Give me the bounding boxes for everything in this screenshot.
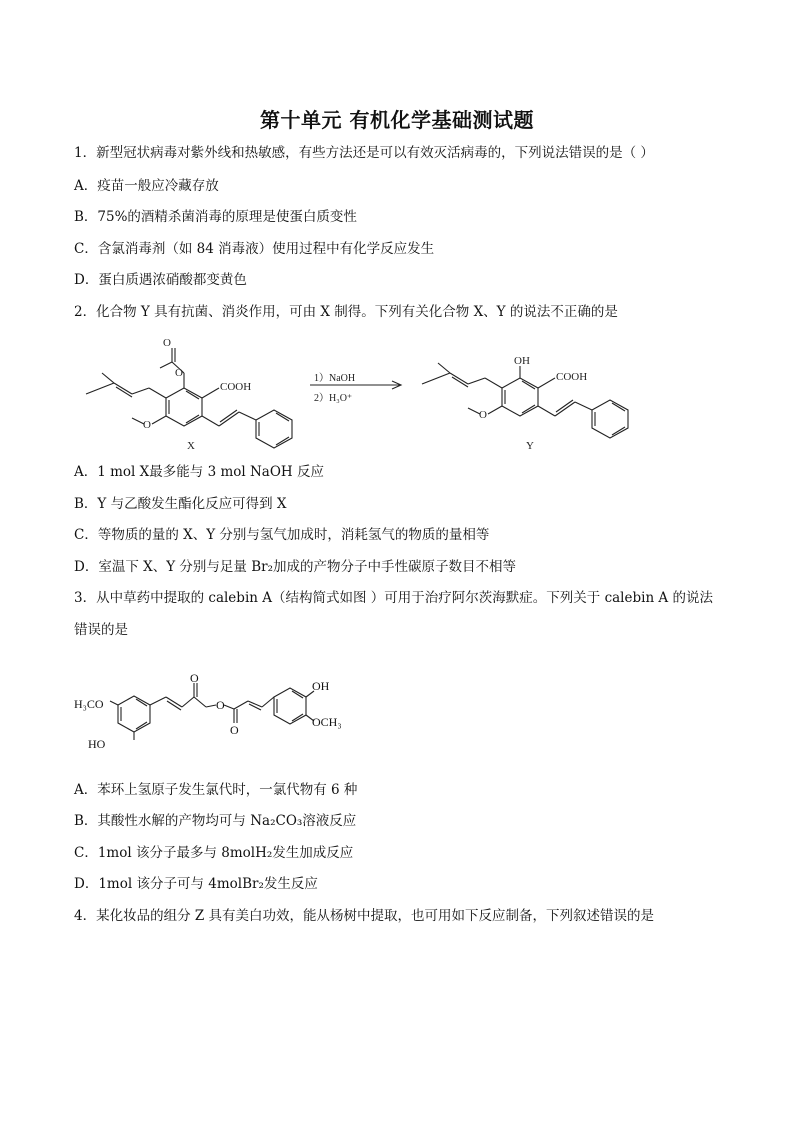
question-3-option-c: C．1mol 该分子最多与 8molH₂发生加成反应 [74, 845, 354, 861]
question-2-stem: 2．化合物 Y 具有抗菌、消炎作用，可由 X 制得。下列有关化合物 X、Y 的说法不正确的是 [74, 304, 618, 320]
reagent-step-2: 2）H₃O⁺ [314, 393, 353, 404]
molecule-x-label: X [187, 440, 195, 452]
x-methoxy-oxygen-label: O [143, 419, 151, 431]
question-2-option-a: A．1 mol X最多能与 3 mol NaOH 反应 [74, 464, 324, 480]
oh-label: OH [312, 679, 330, 693]
question-2-option-c: C．等物质的量的 X、Y 分别与氢气加成时，消耗氢气的物质的量相等 [74, 527, 490, 543]
question-3-option-a: A．苯环上氢原子发生氯代时，一氯代物有 6 种 [74, 782, 358, 798]
question-1-option-a: A．疫苗一般应冷藏存放 [74, 178, 219, 194]
molecule-x [86, 348, 292, 448]
document-title: 第十单元 有机化学基础测试题 [260, 108, 534, 132]
y-oh-label: OH [514, 355, 530, 367]
question-1-option-c: C．含氯消毒剂（如 84 消毒液）使用过程中有化学反应发生 [74, 241, 435, 257]
question-2-option-b: B．Y 与乙酸发生酯化反应可得到 X [74, 496, 287, 512]
molecule-y [422, 363, 628, 438]
question-3-option-b: B．其酸性水解的产物均可与 Na₂CO₃溶液反应 [74, 813, 357, 829]
question-3-option-d: D．1mol 该分子可与 4molBr₂发生反应 [74, 876, 318, 892]
question-2-reaction-figure [74, 328, 654, 458]
molecule-y-label: Y [526, 440, 534, 452]
question-1-option-d: D．蛋白质遇浓硝酸都变黄色 [74, 272, 247, 288]
question-3-structure-figure [74, 655, 364, 755]
question-1-option-b: B．75%的酒精杀菌消毒的原理是使蛋白质变性 [74, 209, 357, 225]
x-cooh-label: COOH [220, 381, 252, 393]
ho-label: HO [88, 737, 106, 751]
och3-label: OCH₃ [312, 715, 342, 729]
reagent-step-1: 1）NaOH [314, 373, 356, 384]
question-4-stem: 4．某化妆品的组分 Z 具有美白功效，能从杨树中提取，也可用如下反应制备，下列叙述错误的是 [74, 908, 655, 924]
y-cooh-label: COOH [556, 371, 588, 383]
x-carbonyl-oxygen-label: O [163, 337, 171, 349]
question-3-stem: 3．从中草药中提取的 calebin A（结构简式如图 ）可用于治疗阿尔茨海默症。下列关于 calebin A 的说法错误的是 [74, 590, 713, 638]
ketone-oxygen-label: O [190, 671, 199, 685]
h3co-label: H₃CO [74, 697, 104, 711]
y-methoxy-oxygen-label: O [479, 409, 487, 421]
ester-oxygen-label: O [216, 698, 225, 712]
ester-carbonyl-oxygen-label: O [230, 723, 239, 737]
question-1-stem: 1．新型冠状病毒对紫外线和热敏感，有些方法还是可以有效灭活病毒的，下列说法错误的是（ ） [74, 145, 654, 161]
question-2-option-d: D．室温下 X、Y 分别与足量 Br₂加成的产物分子中手性碳原子数目不相等 [74, 559, 517, 575]
x-ester-oxygen-label: O [175, 367, 183, 379]
